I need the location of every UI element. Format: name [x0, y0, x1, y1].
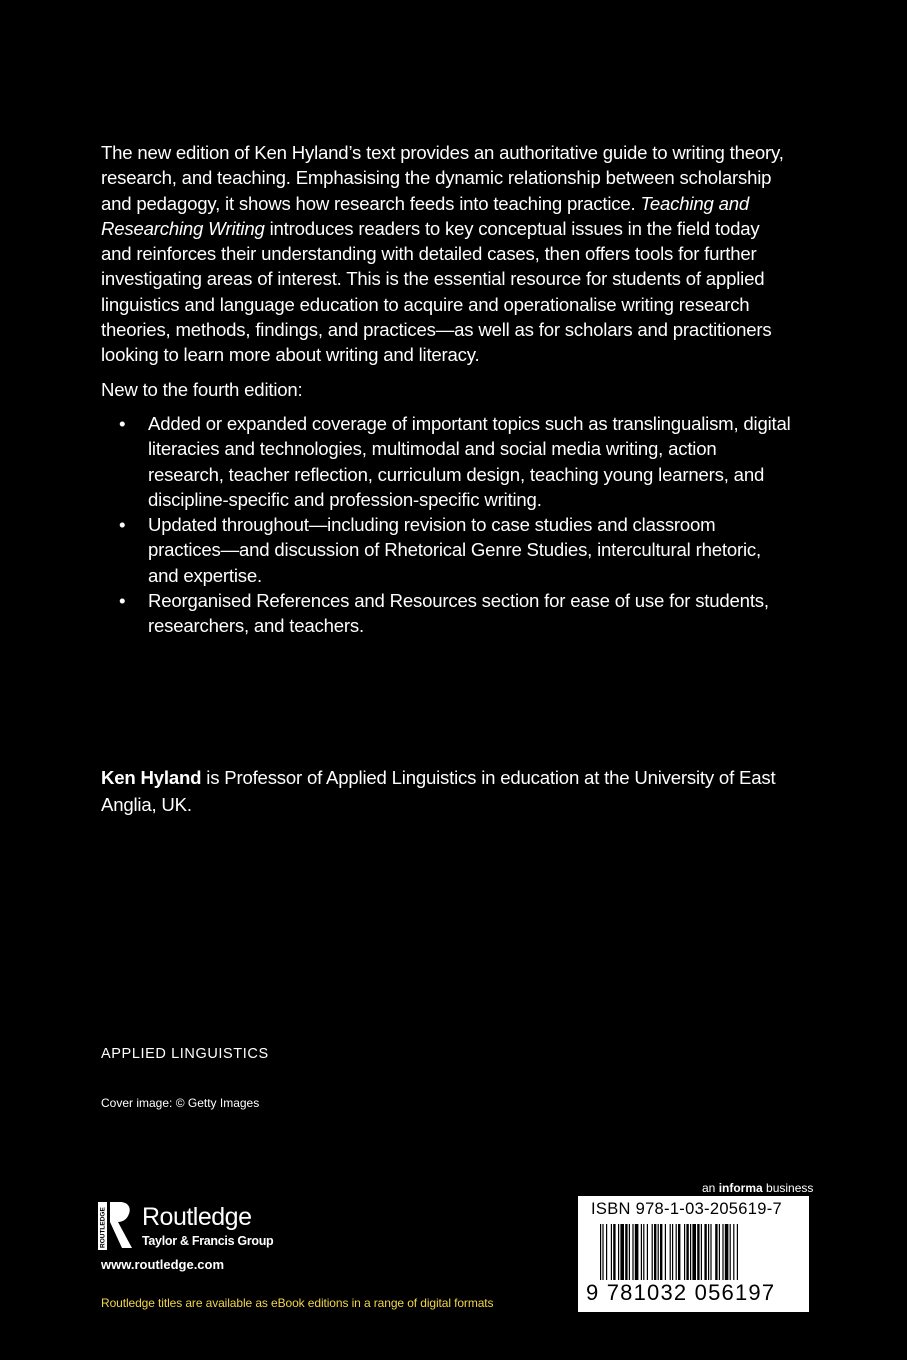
barcode-number: 9 781032 056197: [586, 1280, 776, 1305]
bullet-icon: •: [119, 590, 126, 612]
barcode-bar: [606, 1224, 607, 1280]
barcode-bar: [715, 1224, 717, 1280]
book-title: Teaching and Researching Writing: [101, 192, 750, 239]
barcode-bar: [672, 1224, 673, 1280]
informa-business: an informa business: [702, 1181, 814, 1195]
list-item: • Added or expanded coverage of important topics such as translingualism, digital literacies and technologies, multimodal and social media writing, action research, teacher reflection, curriculum design, teaching young learners, and discipline-specific and profession-specific writing.: [119, 412, 791, 510]
barcode-bar: [641, 1224, 642, 1280]
barcode-bar: [737, 1224, 738, 1280]
ebook-note: Routledge titles are available as eBook editions in a range of digital formats: [101, 1296, 494, 1310]
barcode-bar: [697, 1224, 699, 1280]
cover-credit: Cover image: © Getty Images: [101, 1096, 260, 1110]
barcode-bar: [708, 1224, 709, 1280]
barcode-bar: [692, 1224, 696, 1280]
barcode-bar: [686, 1224, 688, 1280]
barcode-bar: [654, 1224, 656, 1280]
barcode-bar: [730, 1224, 731, 1280]
new-edition-heading: New to the fourth edition:: [101, 378, 303, 400]
blurb-paragraph: The new edition of Ken Hyland’s text provides an authoritative guide to writing theory, research, and teaching. Emphasising the dynamic relationship between scholarship and pedagogy, it shows how research feeds into teaching practice. Teaching and Researching Writing introduces readers to key conceptual issues in the field today and reinforces their understanding with detailed cases, then offers tools for further investigating areas of interest. This is the essential resource for students of applied linguistics and language education to acquire and operationalise writing research theories, methods, findings, and practices—as well as for scholars and practitioners looking to learn more about writing and literacy.: [101, 142, 784, 366]
barcode-bar: [658, 1224, 659, 1280]
barcode-bar: [665, 1224, 666, 1280]
barcode-bar: [725, 1224, 729, 1280]
isbn-label: ISBN 978-1-03-205619-7: [591, 1200, 782, 1218]
publisher-url: www.routledge.com: [101, 1257, 225, 1272]
barcode-bar: [625, 1224, 627, 1280]
routledge-logo-icon: [98, 1200, 134, 1252]
barcode-bar: [618, 1224, 619, 1280]
barcode-bar: [710, 1224, 711, 1280]
barcode-bar: [600, 1224, 601, 1280]
barcode-bar: [602, 1224, 603, 1280]
barcode-bar: [620, 1224, 624, 1280]
barcode-bar: [701, 1224, 702, 1280]
barcode-bar: [676, 1224, 677, 1280]
barcode-bar: [660, 1224, 662, 1280]
barcode-bar: [632, 1224, 633, 1280]
logo-vertical-text: ROUTLEDGE: [99, 1207, 107, 1248]
barcode-bar: [629, 1224, 630, 1280]
barcode-bar: [635, 1224, 639, 1280]
barcode: [600, 1224, 790, 1280]
barcode-bar: [684, 1224, 685, 1280]
barcode-bar: [611, 1224, 612, 1280]
barcode-bar: [613, 1224, 615, 1280]
barcode-bar: [678, 1224, 680, 1280]
series-label: APPLIED LINGUISTICS: [101, 1046, 269, 1062]
bullet-icon: •: [119, 412, 126, 434]
list-item: • Reorganised References and Resources section for ease of use for students, researchers, and teachers.: [119, 590, 769, 637]
barcode-bar: [647, 1224, 648, 1280]
barcode-bar: [670, 1224, 671, 1280]
barcode-bar: [719, 1224, 720, 1280]
barcode-bar: [643, 1224, 644, 1280]
barcode-bar: [733, 1224, 734, 1280]
blurb: [101, 140, 791, 639]
list-item: • Updated throughout—including revision to case studies and classroom practices—and discussion of Rhetorical Genre Studies, intercultural rhetoric, and expertise.: [119, 514, 761, 586]
author-bio: Ken Hyland is Professor of Applied Linguistics in education at the University of East Anglia, UK.: [101, 767, 776, 815]
routledge-logo: [98, 1200, 298, 1256]
author-name: Ken Hyland: [101, 767, 202, 788]
barcode-bar: [704, 1224, 706, 1280]
barcode-bar: [652, 1224, 653, 1280]
bullet-icon: •: [119, 514, 126, 536]
isbn-barcode-box: [578, 1196, 809, 1312]
barcode-bar: [722, 1224, 723, 1280]
publisher-name: Routledge: [142, 1203, 252, 1231]
barcode-bar: [690, 1224, 691, 1280]
new-features-list: [101, 411, 791, 639]
publisher-group: Taylor & Francis Group: [142, 1234, 274, 1248]
